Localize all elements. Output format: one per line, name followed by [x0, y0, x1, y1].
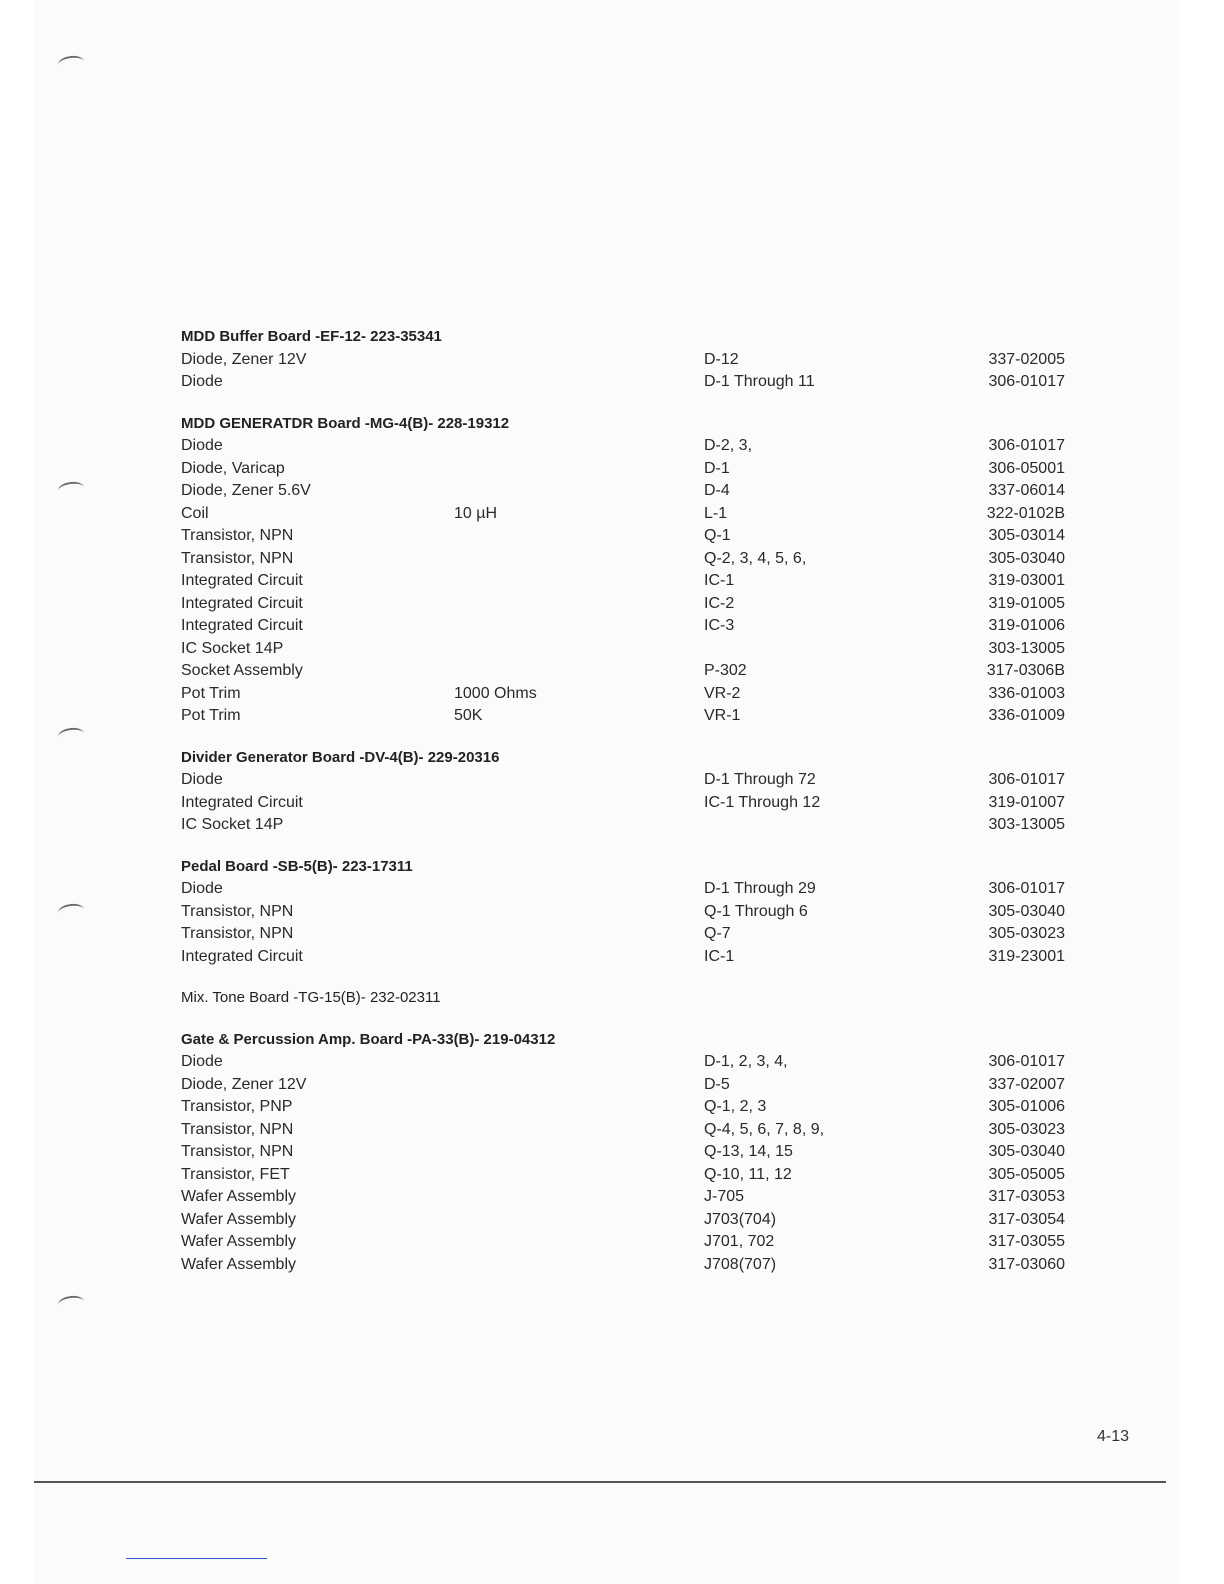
part-number: 337-06014	[988, 482, 1065, 499]
part-number: 317-0306B	[986, 662, 1065, 679]
board-title: Gate & Percussion Amp. Board -PA-33(B)- 219-04312	[181, 1030, 556, 1048]
part-row	[181, 1254, 1081, 1277]
part-reference: D-1 Through 29	[704, 880, 816, 897]
part-row	[181, 638, 1081, 661]
part-row	[181, 1164, 1081, 1187]
part-description: Pot Trim	[181, 684, 241, 702]
part-number: 317-03054	[988, 1210, 1065, 1228]
part-row	[181, 1209, 1081, 1232]
part-row	[181, 792, 1081, 815]
part-number: 319-03001	[988, 572, 1065, 589]
board-section	[181, 987, 1081, 1010]
part-description: Integrated Circuit	[181, 572, 303, 589]
part-description: Transistor, FET	[181, 1165, 290, 1183]
part-description: Diode	[181, 1053, 223, 1070]
board-title: MDD Buffer Board -EF-12- 223-35341	[181, 328, 442, 345]
part-description: Transistor, NPN	[181, 527, 294, 544]
part-reference: J701, 702	[704, 1233, 775, 1250]
part-value: 10 µH	[454, 504, 498, 522]
part-reference: IC-3	[704, 617, 735, 634]
part-description: Transistor, NPN	[181, 549, 294, 567]
part-number: 306-01017	[988, 1053, 1065, 1070]
part-description: Socket Assembly	[181, 662, 303, 679]
part-row	[181, 458, 1081, 481]
board-section	[181, 1029, 1081, 1277]
part-description: IC Socket 14P	[181, 639, 284, 657]
part-reference: D-2, 3,	[704, 437, 753, 454]
part-reference: VR-1	[704, 707, 741, 724]
part-number: 303-13005	[988, 639, 1065, 657]
part-number: 319-01006	[988, 617, 1065, 634]
part-row	[181, 548, 1081, 571]
part-description: Wafer Assembly	[181, 1233, 296, 1250]
part-number: 317-03055	[988, 1233, 1065, 1250]
part-reference: Q-2, 3, 4, 5, 6,	[704, 549, 807, 567]
part-row	[181, 480, 1081, 503]
part-number: 305-03040	[988, 1143, 1065, 1160]
part-row	[181, 1074, 1081, 1097]
part-reference: D-5	[704, 1075, 730, 1093]
footer-link-underline	[126, 1558, 267, 1559]
part-row	[181, 525, 1081, 548]
part-row	[181, 435, 1081, 458]
part-description: Diode	[181, 880, 223, 897]
part-number: 322-0102B	[986, 504, 1065, 522]
part-row	[181, 923, 1081, 946]
part-row	[181, 1186, 1081, 1209]
part-number: 305-03014	[988, 527, 1065, 544]
part-description: Diode, Zener 12V	[181, 350, 307, 368]
board-section	[181, 747, 1081, 837]
part-reference: IC-1 Through 12	[704, 793, 821, 811]
part-number: 337-02007	[988, 1075, 1065, 1093]
part-description: Transistor, NPN	[181, 925, 294, 942]
part-reference: Q-4, 5, 6, 7, 8, 9,	[704, 1120, 825, 1138]
part-description: Pot Trim	[181, 707, 241, 724]
part-row	[181, 1096, 1081, 1119]
part-row	[181, 503, 1081, 526]
part-number: 336-01009	[988, 707, 1065, 724]
board-title: Mix. Tone Board -TG-15(B)- 232-02311	[181, 989, 441, 1006]
part-reference: D-1 Through 72	[704, 771, 816, 788]
part-row	[181, 946, 1081, 969]
part-reference: D-1 Through 11	[704, 373, 815, 390]
board-section	[181, 326, 1081, 394]
part-number: 336-01003	[988, 684, 1065, 702]
part-reference: D-12	[704, 350, 739, 368]
part-row	[181, 878, 1081, 901]
board-title: MDD GENERATDR Board -MG-4(B)- 228-19312	[181, 414, 510, 432]
part-number: 319-01005	[988, 594, 1065, 612]
part-reference: Q-7	[704, 925, 731, 942]
footer-rule	[34, 1481, 1166, 1483]
part-row	[181, 1141, 1081, 1164]
part-number: 306-01017	[988, 771, 1065, 788]
part-number: 306-01017	[988, 880, 1065, 897]
part-description: Diode	[181, 771, 223, 788]
part-row	[181, 371, 1081, 394]
part-reference: VR-2	[704, 684, 741, 702]
part-row	[181, 660, 1081, 683]
part-row	[181, 683, 1081, 706]
scan-right-margin	[1180, 0, 1224, 1584]
part-row	[181, 349, 1081, 372]
board-title: Pedal Board -SB-5(B)- 223-17311	[181, 857, 413, 875]
part-reference: D-4	[704, 482, 730, 499]
part-row	[181, 570, 1081, 593]
part-description: Wafer Assembly	[181, 1210, 296, 1228]
part-number: 305-05005	[988, 1165, 1065, 1183]
part-number: 306-01017	[988, 373, 1065, 390]
part-description: Diode, Varicap	[181, 459, 285, 477]
part-description: Integrated Circuit	[181, 947, 303, 965]
part-number: 305-03023	[988, 925, 1065, 942]
part-description: Integrated Circuit	[181, 594, 303, 612]
board-title: Divider Generator Board -DV-4(B)- 229-20316	[181, 748, 500, 766]
part-number: 305-03040	[988, 902, 1065, 920]
part-description: Transistor, NPN	[181, 1143, 294, 1160]
scan-left-margin	[0, 0, 34, 1584]
part-reference: L-1	[704, 504, 728, 522]
part-description: Transistor, NPN	[181, 902, 294, 920]
part-reference: D-1, 2, 3, 4,	[704, 1053, 788, 1070]
part-reference: Q-1 Through 6	[704, 902, 808, 920]
parts-list	[181, 326, 1081, 1295]
page-number: 4-13	[1097, 1428, 1130, 1445]
part-description: Wafer Assembly	[181, 1255, 296, 1273]
part-description: Wafer Assembly	[181, 1188, 296, 1205]
part-reference: J703(704)	[704, 1210, 777, 1228]
part-row	[181, 814, 1081, 837]
part-description: Transistor, PNP	[181, 1098, 293, 1115]
part-description: IC Socket 14P	[181, 816, 284, 833]
part-row	[181, 705, 1081, 728]
part-value: 1000 Ohms	[454, 684, 537, 702]
part-reference: Q-13, 14, 15	[704, 1143, 793, 1160]
part-number: 303-13005	[988, 816, 1065, 833]
part-number: 306-01017	[988, 437, 1065, 454]
part-row	[181, 1231, 1081, 1254]
part-number: 319-23001	[988, 947, 1065, 965]
part-number: 305-01006	[988, 1098, 1065, 1115]
part-description: Transistor, NPN	[181, 1120, 294, 1138]
board-section	[181, 856, 1081, 969]
part-number: 337-02005	[988, 350, 1065, 368]
part-number: 305-03040	[988, 549, 1065, 567]
part-description: Diode	[181, 437, 223, 454]
board-section	[181, 413, 1081, 728]
part-row	[181, 769, 1081, 792]
part-reference: D-1	[704, 459, 730, 477]
part-row	[181, 1119, 1081, 1142]
part-reference: IC-1	[704, 572, 735, 589]
part-row	[181, 901, 1081, 924]
part-number: 319-01007	[988, 793, 1065, 811]
part-row	[181, 615, 1081, 638]
part-number: 317-03053	[988, 1188, 1065, 1205]
part-reference: J-705	[704, 1188, 745, 1205]
part-description: Diode, Zener 12V	[181, 1075, 307, 1093]
part-value: 50K	[454, 707, 483, 724]
part-number: 306-05001	[988, 459, 1065, 477]
part-row	[181, 1051, 1081, 1074]
part-description: Diode, Zener 5.6V	[181, 482, 311, 499]
part-number: 317-03060	[988, 1255, 1065, 1273]
part-description: Integrated Circuit	[181, 793, 303, 811]
part-description: Integrated Circuit	[181, 617, 303, 634]
part-reference: Q-10, 11, 12	[704, 1165, 792, 1183]
part-row	[181, 593, 1081, 616]
part-description: Coil	[181, 504, 209, 522]
part-number: 305-03023	[988, 1120, 1065, 1138]
part-reference: IC-1	[704, 947, 735, 965]
part-reference: J708(707)	[704, 1255, 777, 1273]
part-reference: P-302	[704, 662, 747, 679]
part-reference: Q-1, 2, 3	[704, 1098, 767, 1115]
part-reference: Q-1	[704, 527, 731, 544]
part-reference: IC-2	[704, 594, 735, 612]
part-description: Diode	[181, 373, 223, 390]
